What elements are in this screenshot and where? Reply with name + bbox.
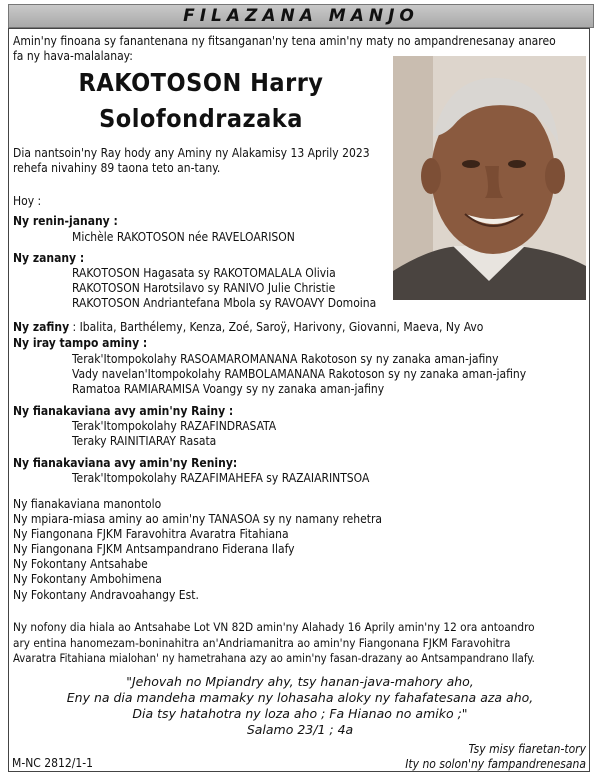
deceased-portrait <box>393 56 586 300</box>
sibling-item: Vady navelan'Itompokolahy RAMBOLAMANANA Rakotoson sy ny zanaka aman-jafiny <box>72 367 527 381</box>
grandchildren-heading: Ny zafiny <box>13 320 70 334</box>
portrait-image <box>393 56 586 300</box>
father-family-heading: Ny fianakaviana avy amin'ny Rainy : <box>13 404 234 418</box>
death-line-1: Dia nantsoin'ny Ray hody any Aminy ny Alakamisy 13 Aprily 2023 <box>13 146 370 160</box>
footer-note-2: Ity no solon'ny fampandrenesana <box>405 757 586 771</box>
intro-line-2: fa ny hava-malalanay: <box>13 49 133 63</box>
notice-reference: M-NC 2812/1-1 <box>12 756 93 770</box>
funeral-line-3: Avaratra Fitahiana mialohan' ny hametrahana azy ao amin'ny fasan-drazany ao Antsampandrano Ilafy. <box>13 652 535 665</box>
header-title: FILAZANA MANJO <box>183 6 419 26</box>
intro-line-1: Amin'ny finoana sy fanantenana ny fitsanganan'ny tena amin'ny maty no ampandrenesanay anareo <box>13 34 556 48</box>
children-heading: Ny zanany : <box>13 251 85 265</box>
others-item: Ny Fokontany Ambohimena <box>13 572 162 586</box>
siblings-heading: Ny iray tampo aminy : <box>13 336 148 350</box>
child-item: RAKOTOSON Hagasata sy RAKOTOMALALA Olivia <box>72 266 336 280</box>
sibling-item: Terak'Itompokolahy RASOAMAROMANANA Rakotoson sy ny zanaka aman-jafiny <box>72 352 499 366</box>
grandchildren-list: : Ibalita, Barthélemy, Kenza, Zoé, Saroÿ, Harivony, Giovanni, Maeva, Ny Avo <box>69 320 484 334</box>
father-family-item: Terak'Itompokolahy RAZAFINDRASATA <box>72 419 277 433</box>
header-banner <box>8 4 594 28</box>
verse-line-2: Eny na dia mandeha mamaky ny lohasaha aloky ny fahafatesana aza aho, <box>66 690 534 705</box>
deceased-name-line-2: Solofondrazaka <box>99 104 303 133</box>
grandchildren-row <box>13 320 483 335</box>
death-line-2: rehefa nivahiny 89 taona teto an-tany. <box>13 161 221 175</box>
widow-name: Michèle RAKOTOSON née RAVELOARISON <box>72 230 295 244</box>
verse-line-1: "Jehovah no Mpiandry ahy, tsy hanan-java-mahory aho, <box>126 674 474 689</box>
funeral-line-2: ary entina hanomezam-boninahitra an'Andriamanitra ao amin'ny Fiangonana FJKM Faravohitra <box>13 636 511 650</box>
others-item: Ny mpiara-miasa aminy ao amin'ny TANASOA sy ny namany rehetra <box>13 512 383 526</box>
others-item: Ny Fokontany Andravoahangy Est. <box>13 588 199 602</box>
widow-heading: Ny renin-janany : <box>13 214 118 228</box>
others-item: Ny fianakaviana manontolo <box>13 497 162 511</box>
mother-family-item: Terak'Itompokolahy RAZAFIMAHEFA sy RAZAIARINTSOA <box>72 471 370 485</box>
verse-reference: Salamo 23/1 ; 4a <box>246 722 354 737</box>
others-item: Ny Fiangonana FJKM Antsampandrano Fiderana Ilafy <box>13 542 295 556</box>
father-family-item: Teraky RAINITIARAY Rasata <box>72 434 217 448</box>
deceased-name-line-1: RAKOTOSON Harry <box>78 68 324 97</box>
hoy-label: Hoy : <box>13 194 42 208</box>
verse-line-3: Dia tsy hatahotra ny loza aho ; Fa Hianao no amiko ;" <box>132 706 468 721</box>
child-item: RAKOTOSON Andriantefana Mbola sy RAVOAVY Domoina <box>72 296 377 310</box>
others-item: Ny Fokontany Antsahabe <box>13 557 148 571</box>
sibling-item: Ramatoa RAMIARAMISA Voangy sy ny zanaka aman-jafiny <box>72 382 385 396</box>
child-item: RAKOTOSON Harotsilavo sy RANIVO Julie Christie <box>72 281 336 295</box>
funeral-line-1: Ny nofony dia hiala ao Antsahabe Lot VN 82D amin'ny Alahady 16 Aprily amin'ny 12 ora antoandro <box>13 620 535 634</box>
mother-family-heading: Ny fianakaviana avy amin'ny Reniny: <box>13 456 238 470</box>
footer-note-1: Tsy misy fiaretan-tory <box>468 742 586 756</box>
others-item: Ny Fiangonana FJKM Faravohitra Avaratra Fitahiana <box>13 527 289 541</box>
